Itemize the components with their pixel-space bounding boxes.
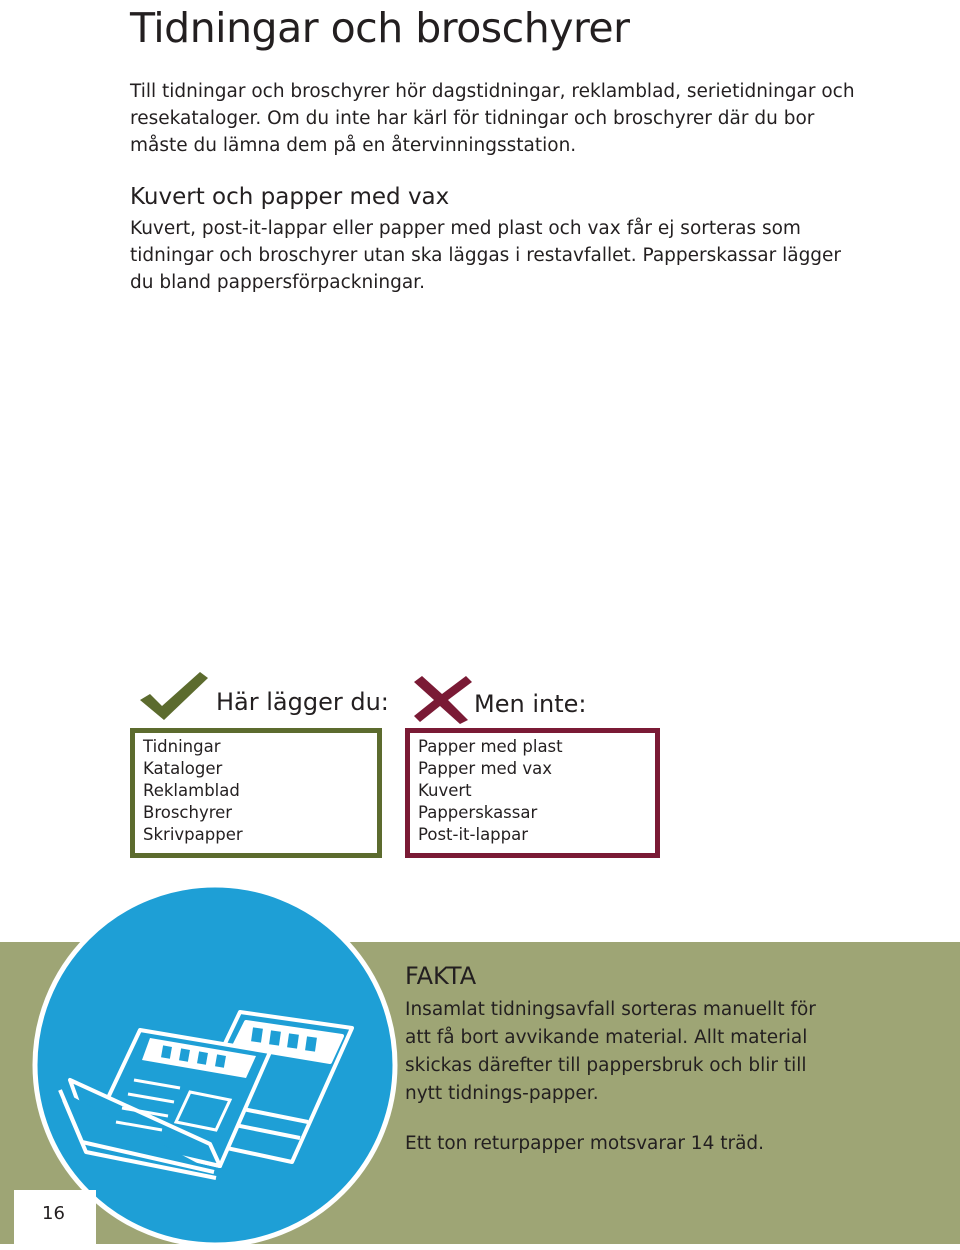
- subsection-heading: Kuvert och papper med vax: [130, 184, 450, 210]
- yes-box-heading: Här lägger du:: [216, 688, 389, 716]
- list-item: Skrivpapper: [143, 825, 243, 844]
- subsection-text: Kuvert, post-it-lappar eller papper med plast och vax får ej sorteras som tidningar och broschyrer utan ska läggas i restavfallet. Papperskassar lägger du bland pappersförpackningar.: [130, 218, 842, 293]
- page-title: Tidningar och broschyrer: [130, 4, 630, 52]
- list-item: Reklamblad: [143, 781, 240, 800]
- list-item: Kataloger: [143, 759, 223, 778]
- checkmark-icon: [138, 670, 210, 722]
- page-number: 16: [42, 1203, 65, 1224]
- list-item: Papperskassar: [418, 803, 538, 822]
- list-item: Broschyrer: [143, 803, 233, 822]
- yes-list-box: [130, 728, 382, 858]
- list-item: Tidningar: [143, 737, 221, 756]
- list-item: Post-it-lappar: [418, 825, 529, 844]
- list-item: Papper med vax: [418, 759, 553, 778]
- list-item: Kuvert: [418, 781, 472, 800]
- fakta-text: Insamlat tidningsavfall sorteras manuellt för att få bort avvikande material. Allt material skickas därefter till pappersbruk och blir till nytt tidnings-papper.: [405, 999, 816, 1104]
- list-item: Papper med plast: [418, 737, 563, 756]
- cross-icon: [412, 676, 474, 724]
- no-list-box: [405, 728, 660, 858]
- intro-paragraph: Till tidningar och broschyrer hör dagstidningar, reklamblad, serietidningar och resekataloger. Om du inte har kärl för tidningar och broschyrer där du bor måste du lämna dem på en återvinningsstation.: [130, 81, 855, 156]
- fakta-note: Ett ton returpapper motsvarar 14 träd.: [405, 1133, 765, 1154]
- fakta-title: FAKTA: [405, 962, 477, 990]
- no-box-heading: Men inte:: [474, 690, 587, 718]
